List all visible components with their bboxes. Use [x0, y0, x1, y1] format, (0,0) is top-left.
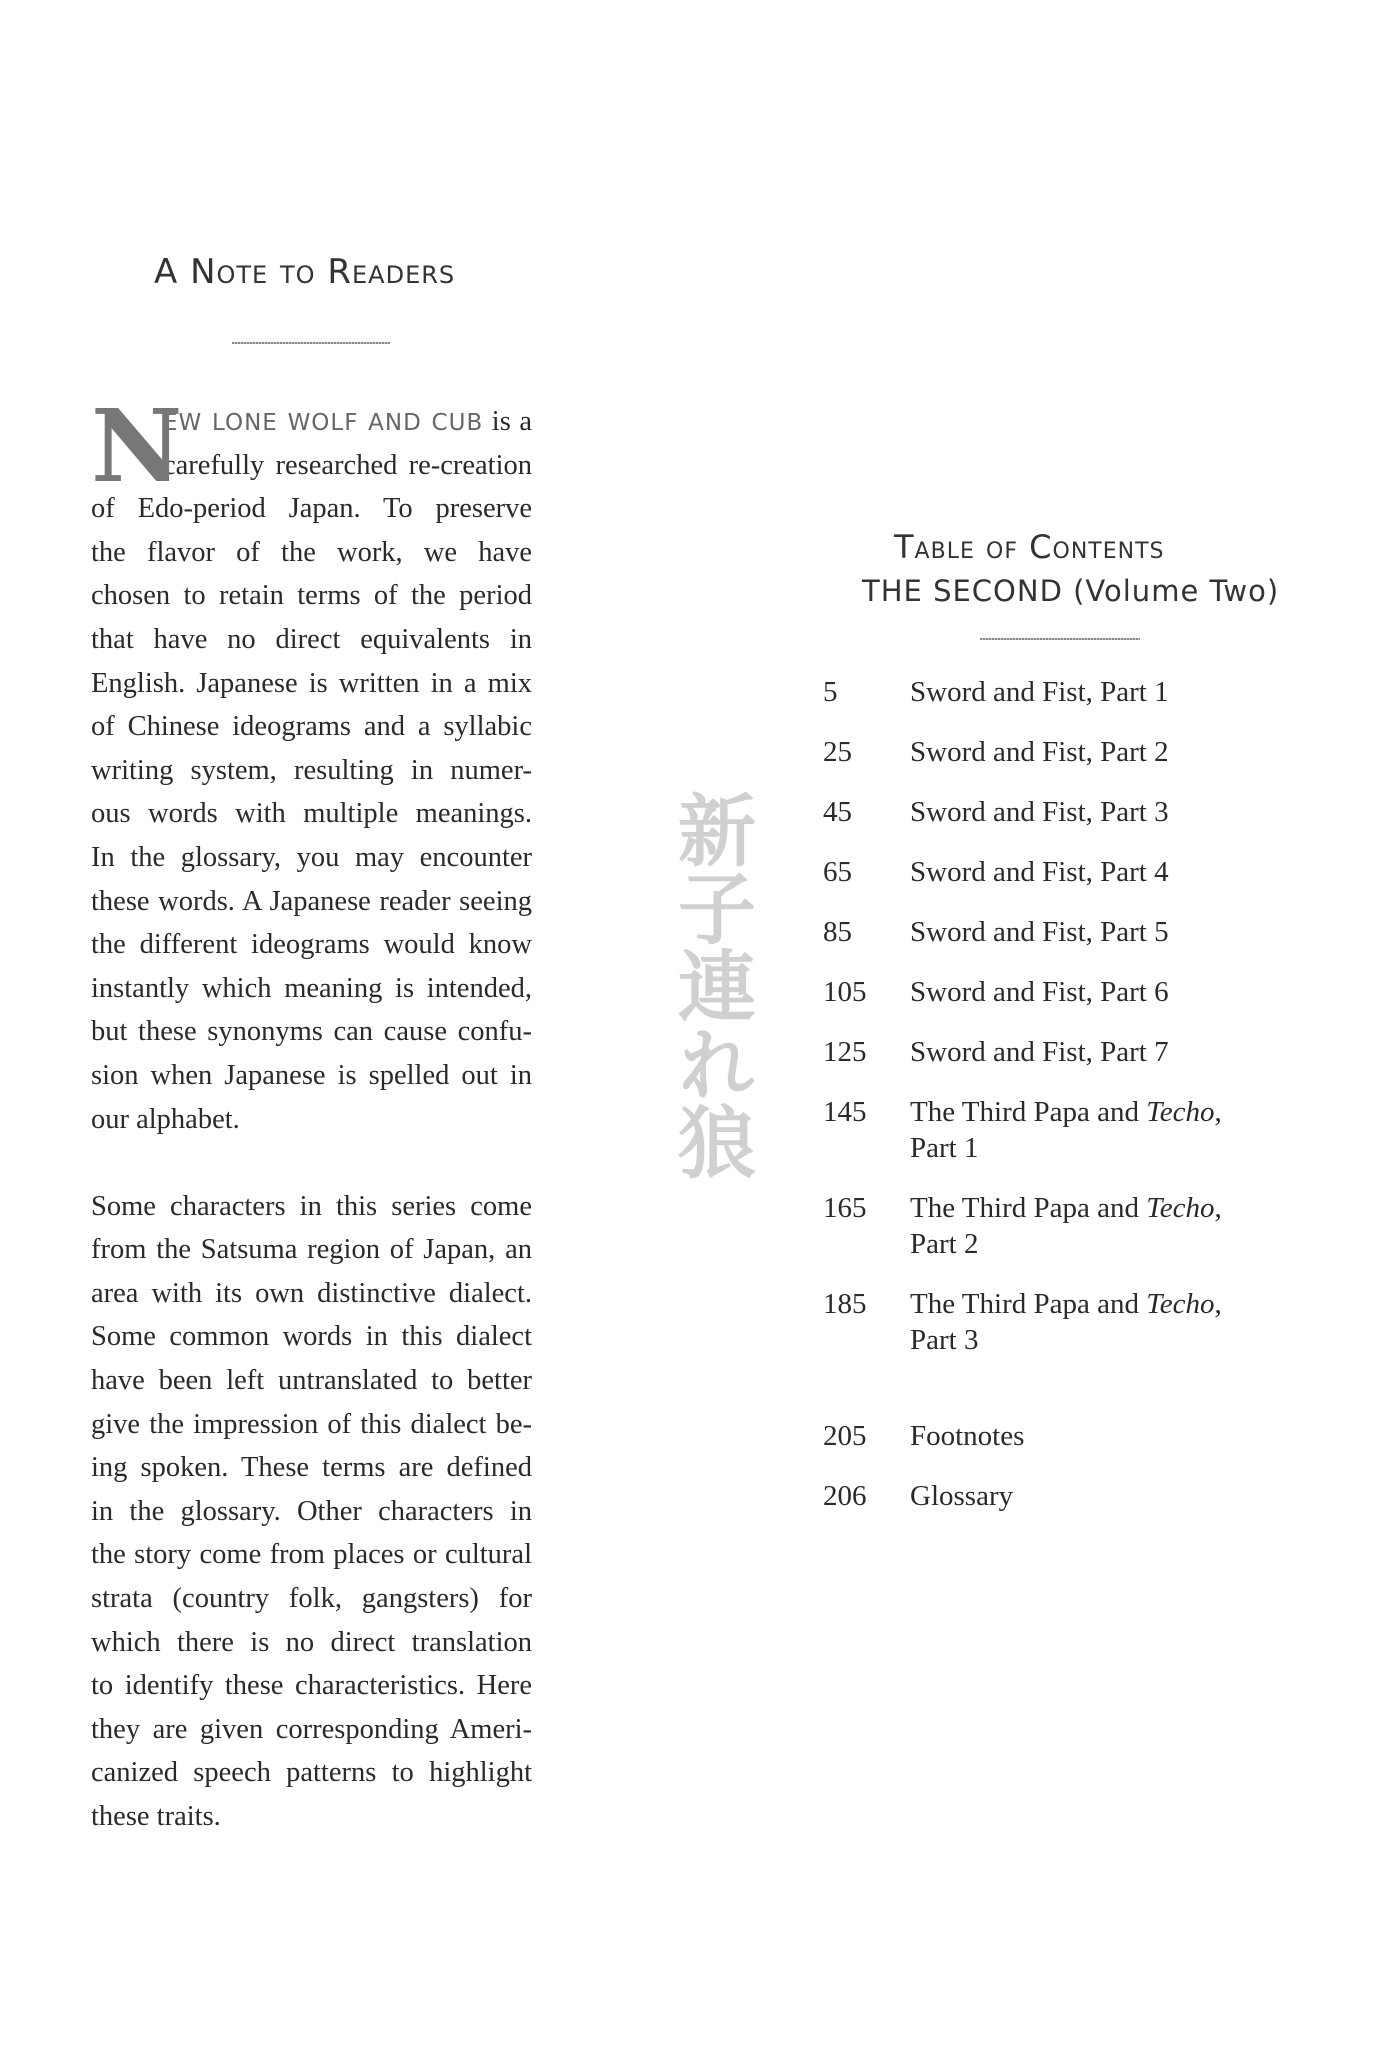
toc-entry: [823, 1190, 1263, 1262]
toc-title-italic: Techo: [1146, 1096, 1215, 1128]
toc-title-italic: Techo: [1146, 1192, 1215, 1224]
text-line: writing system, resulting in numer-: [91, 754, 532, 786]
divider: [980, 638, 1140, 640]
text-line: In the glossary, you may encounter: [91, 841, 532, 873]
toc-title: Table of Contents: [894, 528, 1165, 566]
toc-title-text: The Third Papa and: [910, 1288, 1147, 1320]
toc-title-text: Sword and Fist, Part 6: [910, 976, 1169, 1008]
text-line: in the glossary. Other characters in: [91, 1495, 532, 1527]
text-line: English. Japanese is written in a mix: [91, 667, 532, 699]
toc-entry-title: [910, 1034, 1169, 1070]
divider: [232, 342, 390, 344]
toc-title-text: Sword and Fist, Part 5: [910, 916, 1169, 948]
toc-page-number: 105: [823, 976, 867, 1008]
toc-title-suffix: ,: [1214, 1192, 1222, 1224]
toc-entry-title: [910, 734, 1169, 770]
text-line: area with its own distinctive dialect.: [91, 1277, 532, 1309]
text-line: canized speech patterns to highlight: [91, 1757, 532, 1789]
toc-title-text: The Third Papa and: [910, 1192, 1147, 1224]
toc-entry: [823, 914, 1263, 950]
text-line: strata (country folk, gangsters) for: [91, 1583, 532, 1615]
toc-title-text: The Third Papa and: [910, 1096, 1147, 1128]
toc-entry-title: [910, 1190, 1222, 1262]
toc-entry: [823, 1094, 1263, 1166]
toc-page-number: 145: [823, 1096, 867, 1128]
text-line: of Chinese ideograms and a syllabic: [91, 711, 532, 743]
text-line: of Edo-period Japan. To preserve: [91, 493, 532, 525]
text-line: ous words with multiple meanings.: [91, 798, 532, 830]
toc-entry-title: [910, 1286, 1222, 1358]
toc-page-number: 125: [823, 1036, 867, 1068]
note-title: A Note to Readers: [154, 252, 456, 292]
toc-page-number: 65: [823, 856, 852, 888]
toc-page-number: 206: [823, 1480, 867, 1512]
text-line: to identify these characteristics. Here: [91, 1670, 532, 1702]
text-line: they are given corresponding Ameri-: [91, 1713, 532, 1745]
text-line: which there is no direct translation: [91, 1626, 532, 1658]
toc-entry-title: [910, 674, 1169, 710]
toc-title-line2: Part 2: [910, 1228, 979, 1260]
toc-page-number: 185: [823, 1288, 867, 1320]
toc-entry-title: [910, 794, 1169, 830]
toc-entry-title: [910, 1418, 1024, 1454]
toc-title-text: Sword and Fist, Part 7: [910, 1036, 1169, 1068]
text-line: carefully researched re-creation: [163, 449, 532, 481]
text-line: ing spoken. These terms are defined: [91, 1452, 532, 1484]
text-line: but these synonyms can cause confu-: [91, 1016, 532, 1048]
toc-subtitle: THE SECOND (Volume Two): [862, 574, 1280, 608]
toc-entry: [823, 674, 1263, 710]
toc-page-number: 205: [823, 1420, 867, 1452]
toc-entry: [823, 854, 1263, 890]
toc-entry: [823, 974, 1263, 1010]
toc-title-suffix: ,: [1214, 1288, 1222, 1320]
toc-entry: [823, 1418, 1263, 1454]
toc-entry: [823, 794, 1263, 830]
toc-page-number: 5: [823, 676, 838, 708]
toc-entry: [823, 734, 1263, 770]
text-line: Some common words in this dialect: [91, 1321, 532, 1353]
toc-title-text: Sword and Fist, Part 4: [910, 856, 1169, 888]
calligraphy-logo: 新子連れ狼: [665, 790, 756, 1180]
text-line: the flavor of the work, we have: [91, 536, 532, 568]
text-line: the different ideograms would know: [91, 929, 532, 961]
toc-list: [823, 674, 1263, 1538]
text-line: that have no direct equivalents in: [91, 623, 532, 655]
text-line: have been left untranslated to better: [91, 1365, 532, 1397]
toc-title-text: Footnotes: [910, 1420, 1025, 1452]
toc-page-number: 45: [823, 796, 852, 828]
toc-entry-title: [910, 974, 1169, 1010]
text-line: our alphabet.: [91, 1103, 240, 1135]
toc-entry-title: [910, 1478, 1013, 1514]
text-line: Some characters in this series come: [91, 1190, 532, 1222]
toc-entry-title: [910, 914, 1169, 950]
paragraph-2: [91, 1185, 532, 1839]
toc-title-suffix: ,: [1214, 1096, 1222, 1128]
paragraph-1: [91, 444, 532, 1142]
text-line: chosen to retain terms of the period: [91, 580, 532, 612]
text-line: these words. A Japanese reader seeing: [91, 885, 532, 917]
toc-title-text: Sword and Fist, Part 3: [910, 796, 1169, 828]
note-body: [91, 387, 532, 1839]
toc-title-italic: Techo: [1146, 1288, 1215, 1320]
text-line: instantly which meaning is intended,: [91, 972, 532, 1004]
toc-page-number: 25: [823, 736, 852, 768]
toc-page-number: 85: [823, 916, 852, 948]
toc-entry: [823, 1478, 1263, 1514]
text-line: these traits.: [91, 1801, 221, 1832]
text-line: the story come from places or cultural: [91, 1539, 532, 1571]
toc-page-number: 165: [823, 1192, 867, 1224]
text-line: from the Satsuma region of Japan, an: [91, 1234, 532, 1266]
toc-entry: [823, 1286, 1263, 1358]
toc-title-text: Sword and Fist, Part 2: [910, 736, 1169, 768]
text-line: give the impression of this dialect be-: [91, 1408, 532, 1440]
toc-title-line2: Part 3: [910, 1324, 979, 1356]
toc-title-text: Glossary: [910, 1480, 1014, 1512]
first-line-rest: is a: [483, 406, 532, 437]
toc-entry-title: [910, 854, 1169, 890]
toc-title-line2: Part 1: [910, 1132, 979, 1164]
drop-cap: N: [91, 387, 183, 505]
text-line: sion when Japanese is spelled out in: [91, 1059, 532, 1091]
toc-entry: [823, 1034, 1263, 1070]
toc-title-text: Sword and Fist, Part 1: [910, 676, 1169, 708]
toc-entry-title: [910, 1094, 1222, 1166]
series-name: EW LONE WOLF AND CUB: [163, 410, 484, 436]
